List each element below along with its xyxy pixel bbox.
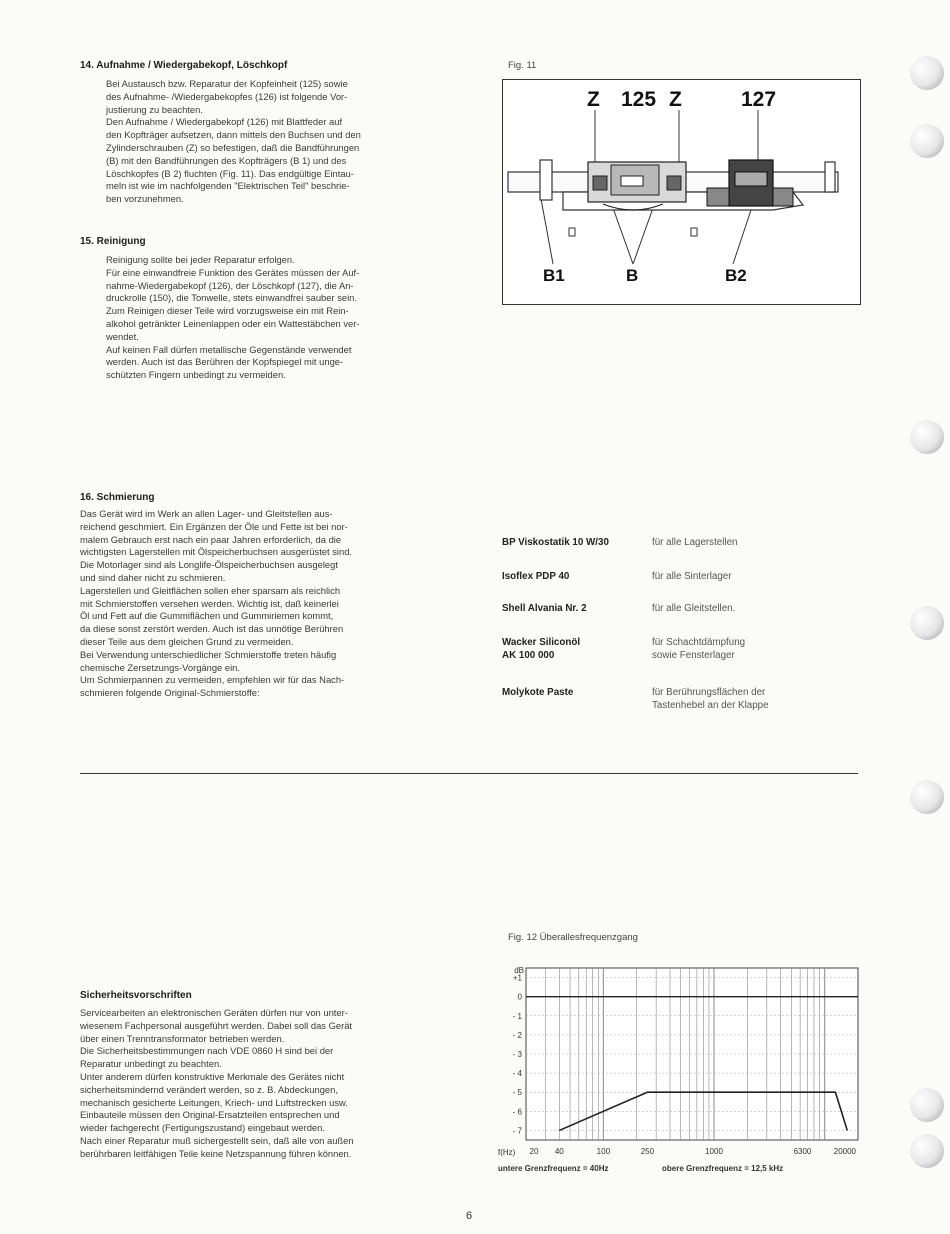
x-tick-label: 250: [640, 1147, 655, 1156]
x-tick-label: 1000: [705, 1147, 723, 1156]
lubricant-use: für Schachtdämpfung sowie Fensterlager: [652, 637, 746, 661]
lubricant-name: Molykote Paste: [502, 687, 574, 698]
text-line: mechanisch gesicherte Leitungen, Kriech- und Luftstrecken usw.: [80, 1096, 348, 1108]
text-line: ben vorzunehmen.: [106, 193, 184, 205]
y-tick-label: +1: [512, 973, 522, 983]
safety-title: Sicherheitsvorschriften: [80, 990, 192, 1001]
frequency-response-chart: [498, 960, 862, 1190]
safety-body: [80, 1007, 444, 1161]
section-16-title: 16. Schmierung: [80, 492, 155, 503]
text-line: Reinigung sollte bei jeder Reparatur erfolgen.: [106, 254, 295, 265]
lower-limit-label: untere Grenzfrequenz = 40Hz: [498, 1164, 609, 1173]
label-b1: B1: [543, 266, 565, 285]
x-tick-label: 20: [529, 1147, 539, 1156]
section-16-body: [80, 508, 442, 700]
y-tick-label: - 1: [512, 1011, 522, 1021]
label-z-right: Z: [669, 88, 682, 111]
text-line: Öl und Fett auf die Gummiflächen und Gummiriemen kommt,: [80, 610, 334, 622]
text-line: Nach einer Reparatur muß sichergestellt sein, daß alle von außen: [80, 1134, 354, 1146]
text-line: und sind daher nicht zu schmieren.: [80, 571, 226, 583]
fig12-caption: Fig. 12 Überallesfrequenzgang: [508, 932, 638, 943]
text-line: wiesenem Fachpersonal ausgeführt werden. Dabei soll das Gerät: [80, 1019, 353, 1031]
lubricant-use: für alle Sinterlager: [652, 571, 732, 582]
text-line: malem Gebrauch erst nach ein paar Jahren erforderlich, da die: [80, 533, 342, 545]
text-line: Servicearbeiten an elektronischen Geräten dürfen nur von unter-: [80, 1007, 348, 1018]
text-line: wieder fachgerecht (Fertigungszustand) eingebaut werden.: [80, 1122, 325, 1134]
label-z-left: Z: [587, 88, 600, 111]
text-line: des Aufnahme- /Wiedergabekopfes (126) ist folgende Vor-: [106, 90, 348, 102]
lubricant-use: für alle Gleitstellen.: [652, 603, 736, 614]
binder-hole-5: [910, 780, 944, 814]
db-unit-label: dB: [514, 966, 524, 975]
text-line: Bei Austausch bzw. Reparatur der Kopfeinheit (125) sowie: [106, 78, 348, 89]
text-line: Die Sicherheitsbestimmungen nach VDE 0860 H sind bei der: [80, 1045, 334, 1057]
fig11-diagram: [502, 79, 861, 305]
text-line: Auf keinen Fall dürfen metallische Gegenstände verwendet: [106, 343, 352, 355]
binder-hole-2: [910, 124, 944, 158]
text-line: meln ist wie im nachfolgenden "Elektrischen Teil" beschrie-: [106, 180, 350, 192]
text-line: Reparatur unbedingt zu beachten.: [80, 1058, 222, 1070]
label-127: 127: [741, 88, 777, 111]
text-line: chemische Zersetzungs-Vorgänge ein.: [80, 661, 240, 673]
lubricant-use: für Berührungsflächen der Tastenhebel an der Klappe: [652, 687, 769, 711]
text-line: druckrolle (150), die Tonwelle, stets einwandfrei sauber sein.: [106, 292, 357, 304]
x-tick-label: 40: [554, 1147, 564, 1156]
text-line: Die Motorlager sind als Longlife-Ölspeicherbuchsen ausgelegt: [80, 559, 338, 571]
text-line: Einbauteile müssen den Original-Ersatzteilen entsprechen und: [80, 1109, 340, 1121]
text-line: nahme-Wiedergabekopf (126), der Löschkopf (127), die An-: [106, 279, 354, 291]
y-tick-label: - 4: [512, 1069, 522, 1079]
text-line: wichtigsten Lagerstellen mit Ölspeicherbuchsen ausgerüstet sind.: [80, 546, 353, 558]
text-line: alkohol getränkter Leinenlappen oder ein Wattestäbchen ver-: [106, 317, 360, 329]
section-15-body: [106, 254, 444, 382]
upper-limit-label: obere Grenzfrequenz = 12,5 kHz: [662, 1164, 784, 1173]
text-line: mit Schmierstoffen versehen werden. Wichtig ist, daß keinerlei: [80, 597, 339, 609]
y-tick-label: 0: [517, 992, 522, 1002]
frequency-response-plot: [502, 960, 862, 1190]
lubricant-name: Shell Alvania Nr. 2: [502, 603, 587, 614]
lubricant-name: Wacker Siliconöl AK 100 000: [502, 637, 581, 661]
text-line: Zum Reinigen dieser Teile wird vorzugsweise ein mit Rein-: [106, 305, 349, 317]
text-line: über einen Trenntransformator betrieben werden.: [80, 1032, 285, 1044]
text-line: Bei Verwendung unterschiedlicher Schmierstoffe treten häufig: [80, 648, 337, 660]
text-line: Löschkopfes (B 2) fluchten (Fig. 11). Das endgültige Eintau-: [106, 167, 354, 179]
text-line: Das Gerät wird im Werk an allen Lager- und Gleitstellen aus-: [80, 508, 333, 519]
text-line: Zylinderschrauben (Z) so befestigen, daß die Bandführungen: [106, 141, 360, 153]
y-tick-label: - 6: [512, 1107, 522, 1117]
divider-rule: [80, 773, 858, 774]
text-line: werden. Auch ist das Berühren der Kopfspiegel mit unge-: [106, 356, 344, 368]
text-line: Für eine einwandfreie Funktion des Gerätes müssen der Auf-: [106, 266, 360, 278]
y-tick-label: - 2: [512, 1030, 522, 1040]
section-14-title: 14. Aufnahme / Wiedergabekopf, Löschkopf: [80, 60, 288, 71]
text-line: wendet.: [106, 330, 139, 342]
y-tick-label: - 5: [512, 1088, 522, 1098]
label-b2: B2: [725, 266, 747, 285]
binder-hole-3: [910, 420, 944, 454]
lubricant-name: Isoflex PDP 40: [502, 571, 570, 582]
text-line: berührbaren leitfähigen Teile keine Netzspannung führen können.: [80, 1147, 352, 1159]
text-line: den Kopfträger aufsetzen, dann mittels den Buchsen und den: [106, 129, 361, 141]
label-b: B: [626, 266, 639, 285]
x-tick-label: 20000: [833, 1147, 856, 1156]
text-line: Lagerstellen und Gleitflächen sollen eher sparsam als reichlich: [80, 584, 341, 596]
section-14-body: [106, 78, 444, 206]
x-tick-label: 6300: [793, 1147, 812, 1156]
text-line: Um Schmierpannen zu vermeiden, empfehlen wir für das Nach-: [80, 674, 345, 686]
label-125: 125: [621, 88, 657, 111]
y-tick-label: - 7: [512, 1126, 522, 1136]
section-15-title: 15. Reinigung: [80, 236, 146, 247]
text-line: (B) mit den Bandführungen des Kopfträgers (B 1) und des: [106, 154, 347, 166]
text-line: dieser Teile aus dem gleichen Grund zu vermeiden.: [80, 635, 294, 647]
binder-hole-6: [910, 1088, 944, 1122]
text-line: reichend geschmiert. Ein Ergänzen der Öle und Fette ist bei nor-: [80, 520, 348, 532]
binder-hole-1: [910, 56, 944, 90]
text-line: sicherheitsmindernd verändert werden, so z. B. Abdeckungen,: [80, 1083, 338, 1095]
page-number: 6: [466, 1210, 473, 1222]
y-tick-label: - 3: [512, 1050, 522, 1059]
lubricant-name: BP Viskostatik 10 W/30: [502, 537, 609, 548]
fig11-caption: Fig. 11: [508, 60, 537, 71]
x-prefix-label: f(Hz): [498, 1148, 516, 1157]
lubricant-use: für alle Lagerstellen: [652, 537, 738, 548]
text-line: justierung zu beachten.: [106, 103, 203, 115]
text-line: schmieren folgende Original-Schmierstoffe:: [80, 687, 260, 699]
text-line: Den Aufnahme / Wiedergabekopf (126) mit Blattfeder auf: [106, 116, 343, 128]
text-line: da diese sonst zerstört werden. Auch ist das unnötige Berühren: [80, 623, 344, 635]
text-line: schützten Fingern unbedingt zu vermeiden.: [106, 369, 286, 381]
x-tick-label: 100: [596, 1147, 611, 1156]
binder-hole-4: [910, 606, 944, 640]
text-line: Unter anderem dürfen konstruktive Merkmale des Gerätes nicht: [80, 1070, 345, 1082]
binder-hole-7: [910, 1134, 944, 1168]
